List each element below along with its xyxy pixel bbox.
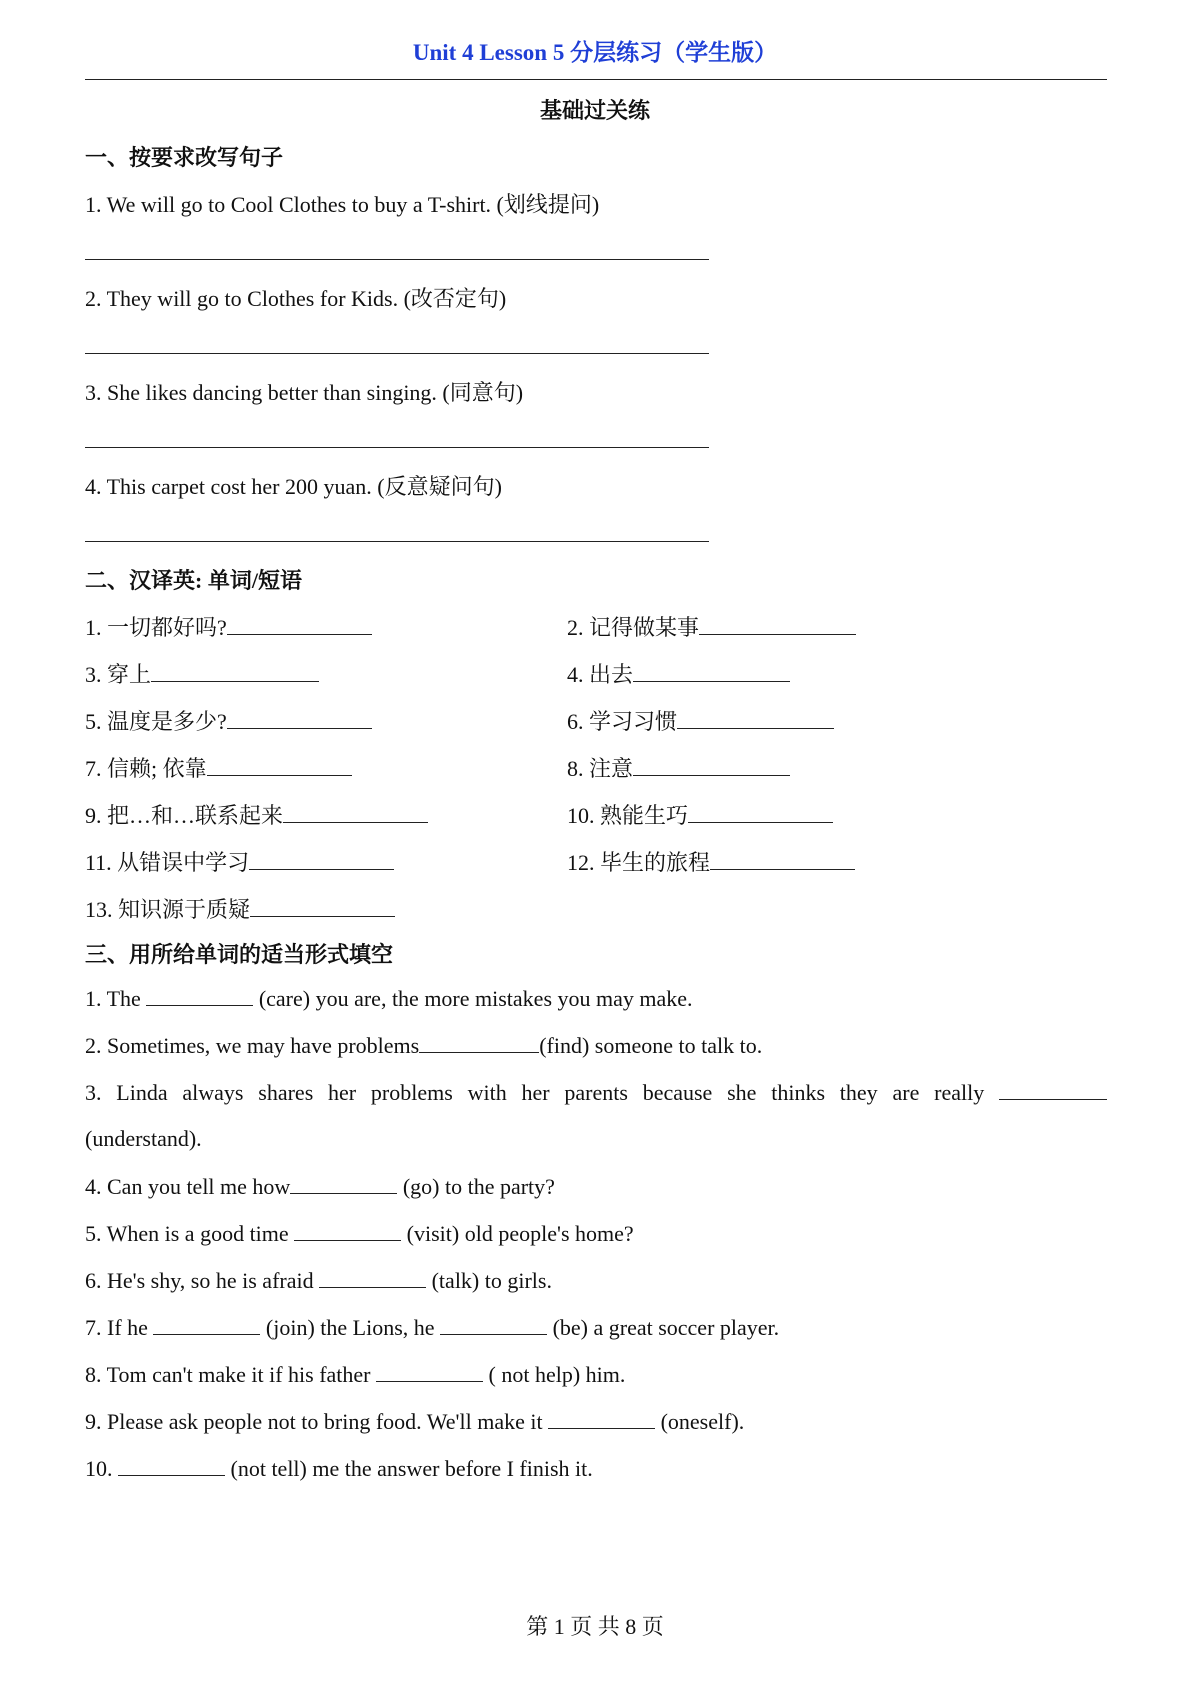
answer-blank[interactable]: [440, 1314, 547, 1335]
fill-item-5: 5. When is a good time (visit) old people's home?: [85, 1221, 634, 1246]
answer-blank[interactable]: [999, 1079, 1107, 1100]
document-title: Unit 4 Lesson 5 分层练习（学生版）: [412, 40, 778, 65]
answer-blank[interactable]: [118, 1455, 225, 1476]
vocab-item-1: 1. 一切都好吗?: [85, 611, 372, 642]
answer-blank[interactable]: [677, 708, 834, 729]
answer-blank[interactable]: [250, 896, 395, 917]
answer-blank[interactable]: [548, 1408, 655, 1429]
page-number: 第 1 页 共 8 页: [526, 1614, 664, 1639]
section-3-heading: 三、用所给单词的适当形式填空: [85, 942, 394, 967]
fill-item-6: 6. He's shy, so he is afraid (talk) to girls.: [85, 1268, 552, 1293]
rewrite-item-2: 2. They will go to Clothes for Kids. (改否定句): [85, 286, 507, 311]
vocab-item-5: 5. 温度是多少?: [85, 705, 372, 736]
rewrite-item-4: 4. This carpet cost her 200 yuan. (反意疑问句): [85, 474, 502, 499]
answer-blank[interactable]: [419, 1032, 539, 1053]
answer-blank[interactable]: [633, 755, 790, 776]
fill-item-1: 1. The (care) you are, the more mistakes you may make.: [85, 986, 693, 1011]
answer-blank[interactable]: [688, 802, 833, 823]
vocab-item-13: 13. 知识源于质疑: [85, 893, 395, 924]
fill-item-7: 7. If he (join) the Lions, he (be) a great soccer player.: [85, 1315, 780, 1340]
answer-line[interactable]: [85, 259, 709, 260]
answer-blank[interactable]: [227, 708, 372, 729]
section-2-heading: 二、汉译英: 单词/短语: [85, 568, 302, 593]
fill-item-3-cont: (understand).: [85, 1126, 202, 1151]
fill-item-8: 8. Tom can't make it if his father ( not help) him.: [85, 1362, 626, 1387]
fill-item-2: 2. Sometimes, we may have problems (find) someone to talk to.: [85, 1033, 763, 1058]
answer-line[interactable]: [85, 353, 709, 354]
answer-line[interactable]: [85, 447, 709, 448]
answer-blank[interactable]: [151, 661, 319, 682]
answer-blank[interactable]: [146, 985, 253, 1006]
rewrite-item-3: 3. She likes dancing better than singing. (同意句): [85, 380, 524, 405]
vocab-item-9: 9. 把…和…联系起来: [85, 799, 428, 830]
level-title: 基础过关练: [539, 98, 650, 123]
vocab-item-8: 8. 注意: [567, 752, 790, 783]
answer-blank[interactable]: [294, 1220, 401, 1241]
header-divider: [85, 79, 1107, 80]
vocab-item-3: 3. 穿上: [85, 658, 319, 689]
fill-item-4: 4. Can you tell me how (go) to the party?: [85, 1174, 555, 1199]
fill-item-9: 9. Please ask people not to bring food. We'll make it (oneself).: [85, 1409, 745, 1434]
vocab-item-7: 7. 信赖; 依靠: [85, 752, 352, 783]
rewrite-item-1: 1. We will go to Cool Clothes to buy a T-shirt. (划线提问): [85, 192, 600, 217]
vocab-item-2: 2. 记得做某事: [567, 611, 856, 642]
vocab-item-11: 11. 从错误中学习: [85, 846, 394, 877]
vocab-item-4: 4. 出去: [567, 658, 790, 689]
answer-blank[interactable]: [249, 849, 394, 870]
answer-blank[interactable]: [290, 1173, 397, 1194]
fill-item-10: 10. (not tell) me the answer before I finish it.: [85, 1456, 593, 1481]
vocab-item-10: 10. 熟能生巧: [567, 799, 833, 830]
fill-item-3: 3. Linda always shares her problems with her parents because she thinks they are really: [85, 1079, 1107, 1106]
answer-blank[interactable]: [153, 1314, 260, 1335]
answer-blank[interactable]: [207, 755, 352, 776]
answer-blank[interactable]: [283, 802, 428, 823]
answer-blank[interactable]: [376, 1361, 483, 1382]
answer-blank[interactable]: [699, 614, 856, 635]
answer-line[interactable]: [85, 541, 709, 542]
answer-blank[interactable]: [633, 661, 790, 682]
vocab-item-6: 6. 学习习惯: [567, 705, 834, 736]
answer-blank[interactable]: [319, 1267, 426, 1288]
section-1-heading: 一、按要求改写句子: [85, 145, 284, 170]
answer-blank[interactable]: [227, 614, 372, 635]
vocab-item-12: 12. 毕生的旅程: [567, 846, 855, 877]
answer-blank[interactable]: [710, 849, 855, 870]
